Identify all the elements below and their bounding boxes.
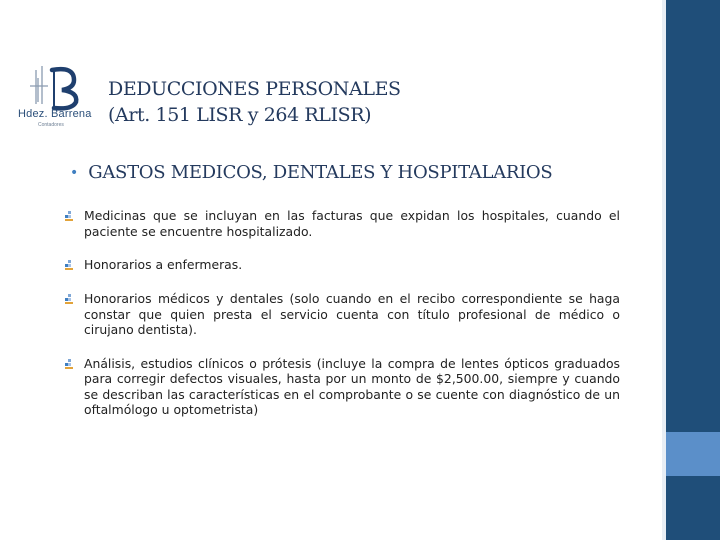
list-item-text: Análisis, estudios clínicos o prótesis (incluye la compra de lentes ópticos graduados para corregir defectos visuales, hasta por un monto de $2,500.00, siempre y cuando se describan las características en el comprobante o se cuente con diagnóstico de un oftalmólogo u optometrista) — [84, 355, 620, 417]
list-item-text: Medicinas que se incluyan en las facturas que expidan los hospitales, cuando el paciente se encuentre hospitalizado. — [84, 208, 620, 239]
slide-title — [108, 76, 401, 128]
logo-mark — [14, 64, 102, 130]
logo-subcaption: Contadores — [38, 122, 64, 128]
list-item — [62, 208, 622, 239]
stacked-bars-icon — [62, 293, 76, 307]
title-line-2: (Art. 151 LISR y 264 RLISR) — [108, 104, 372, 126]
deduction-list — [62, 208, 622, 436]
list-item-text: Honorarios médicos y dentales (solo cuando en el recibo correspondiente se haga constar que quien presta el servicio cuenta con título profesional de médico o cirujano dentista). — [84, 291, 620, 337]
bullet-icon: • — [70, 164, 79, 181]
stacked-bars-icon — [62, 210, 76, 224]
logo-caption: Hdez. Barrena — [18, 108, 92, 120]
list-item — [62, 291, 622, 338]
stacked-bars-icon — [62, 259, 76, 273]
list-item-text: Honorarios a enfermeras. — [84, 257, 243, 272]
company-logo — [14, 64, 102, 130]
title-line-1: DEDUCCIONES PERSONALES — [108, 78, 401, 100]
list-item — [62, 257, 622, 273]
stacked-bars-icon — [62, 358, 76, 372]
right-accent-block — [666, 432, 720, 476]
section-heading-text: GASTOS MEDICOS, DENTALES Y HOSPITALARIOS — [88, 162, 553, 183]
list-item — [62, 356, 622, 418]
section-heading — [70, 162, 552, 183]
